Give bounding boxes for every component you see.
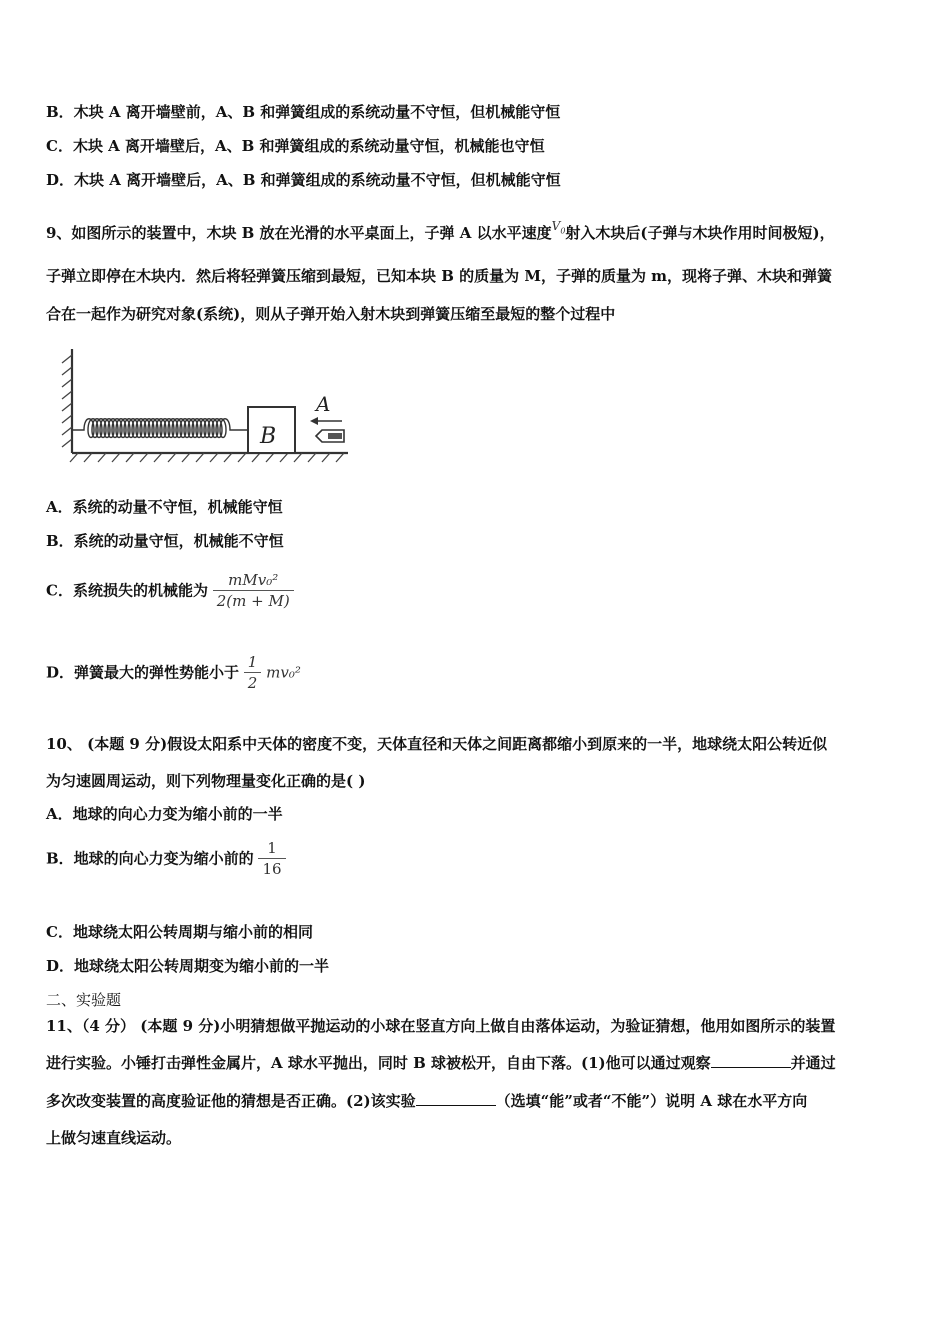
q11-stem-line3 xyxy=(46,1091,807,1111)
q8-option-b: B．木块 A 离开墙壁前，A、B 和弹簧组成的系统动量不守恒，但机械能守恒 xyxy=(46,103,561,121)
q9-option-a: A．系统的动量不守恒，机械能守恒 xyxy=(46,498,283,516)
section-title: 二、实验题 xyxy=(46,991,122,1009)
bullet-a-label: A xyxy=(316,392,331,416)
q9-stem-line3: 合在一起作为研究对象(系统)，则从子弹开始入射木块到弹簧压缩至最短的整个过程中 xyxy=(46,305,616,323)
q10-option-b xyxy=(46,838,286,879)
fraction-numerator: 1 xyxy=(267,839,277,857)
velocity-arrow xyxy=(310,417,342,425)
q11-line2-text-a: 进行实验。小锤打击弹性金属片，A 球水平抛出，同时 B 球被松开，自由下落。(1)他可以通过观察 xyxy=(46,1054,711,1072)
q9-stem-text-a: 9、如图所示的装置中，木块 B 放在光滑的水平桌面上，子弹 A 以水平速度 xyxy=(46,224,552,242)
q10-option-c: C．地球绕太阳公转周期与缩小前的相同 xyxy=(46,923,313,941)
bullet xyxy=(316,430,344,442)
q9-option-b: B．系统的动量守恒，机械能不守恒 xyxy=(46,532,284,550)
q9-stem-line1 xyxy=(46,216,835,243)
floor-hatching xyxy=(70,453,344,462)
spring xyxy=(72,419,248,438)
q10-option-a: A．地球的向心力变为缩小前的一半 xyxy=(46,805,283,823)
q9-velocity-symbol: V0 xyxy=(551,219,566,236)
fraction-denominator: 16 xyxy=(258,858,285,879)
q11-stem-line1: 11、（4 分） (本题 9 分)小明猜想做平抛运动的小球在竖直方向上做自由落体运动，为验证猜想，他用如图所示的装置 xyxy=(46,1017,836,1035)
q8-option-d: D．木块 A 离开墙壁后，A、B 和弹簧组成的系统动量不守恒，但机械能守恒 xyxy=(46,171,561,189)
q9-figure xyxy=(58,345,353,465)
q11-stem-line4: 上做匀速直线运动。 xyxy=(46,1129,182,1147)
q9-stem-text-b: 射入木块后(子弹与木块作用时间极短)， xyxy=(565,224,835,242)
q9-option-d-fraction xyxy=(244,652,262,693)
q11-line3-text-a: 多次改变装置的高度验证他的猜想是否正确。(2)该实验 xyxy=(46,1092,416,1110)
q10-option-b-fraction xyxy=(258,838,285,879)
q9-stem-line2: 子弹立即停在木块内．然后将轻弹簧压缩到最短，已知本块 B 的质量为 M，子弹的质量为 m，现将子弹、木块和弹簧 xyxy=(46,267,833,285)
q8-option-c: C．木块 A 离开墙壁后，A、B 和弹簧组成的系统动量守恒，机械能也守恒 xyxy=(46,137,545,155)
q10-stem-line1: 10、 (本题 9 分)假设太阳系中天体的密度不变，天体直径和天体之间距离都缩小到原来的一半，地球绕太阳公转近似 xyxy=(46,735,828,753)
wall-hatching xyxy=(62,355,72,447)
q11-stem-line2 xyxy=(46,1053,836,1073)
q11-line3-text-b: （选填“能”或者“不能”）说明 A 球在水平方向 xyxy=(495,1092,808,1110)
q9-option-c-text: C．系统损失的机械能为 xyxy=(46,581,208,600)
q9-option-c-fraction xyxy=(213,570,294,611)
q9-option-d-text: D．弹簧最大的弹性势能小于 xyxy=(46,663,240,682)
fraction-numerator: 1 xyxy=(247,653,258,671)
q9-option-d xyxy=(46,652,301,693)
q10-option-b-text: B．地球的向心力变为缩小前的 xyxy=(46,849,254,868)
fraction-denominator: 2(m + M) xyxy=(213,590,294,611)
q10-stem-line2: 为匀速圆周运动，则下列物理量变化正确的是( ) xyxy=(46,772,366,790)
q9-option-c xyxy=(46,570,294,611)
q10-option-d: D．地球绕太阳公转周期变为缩小前的一半 xyxy=(46,957,330,975)
fraction-denominator: 2 xyxy=(244,672,262,693)
q11-answer-blank-2[interactable] xyxy=(416,1091,496,1106)
q11-answer-blank-1[interactable] xyxy=(711,1053,791,1068)
q9-option-d-expression: mv₀² xyxy=(266,663,301,682)
block-b-label: B xyxy=(260,424,277,449)
fraction-numerator: mMv₀² xyxy=(228,571,279,589)
q11-line2-text-b: 并通过 xyxy=(790,1054,836,1072)
